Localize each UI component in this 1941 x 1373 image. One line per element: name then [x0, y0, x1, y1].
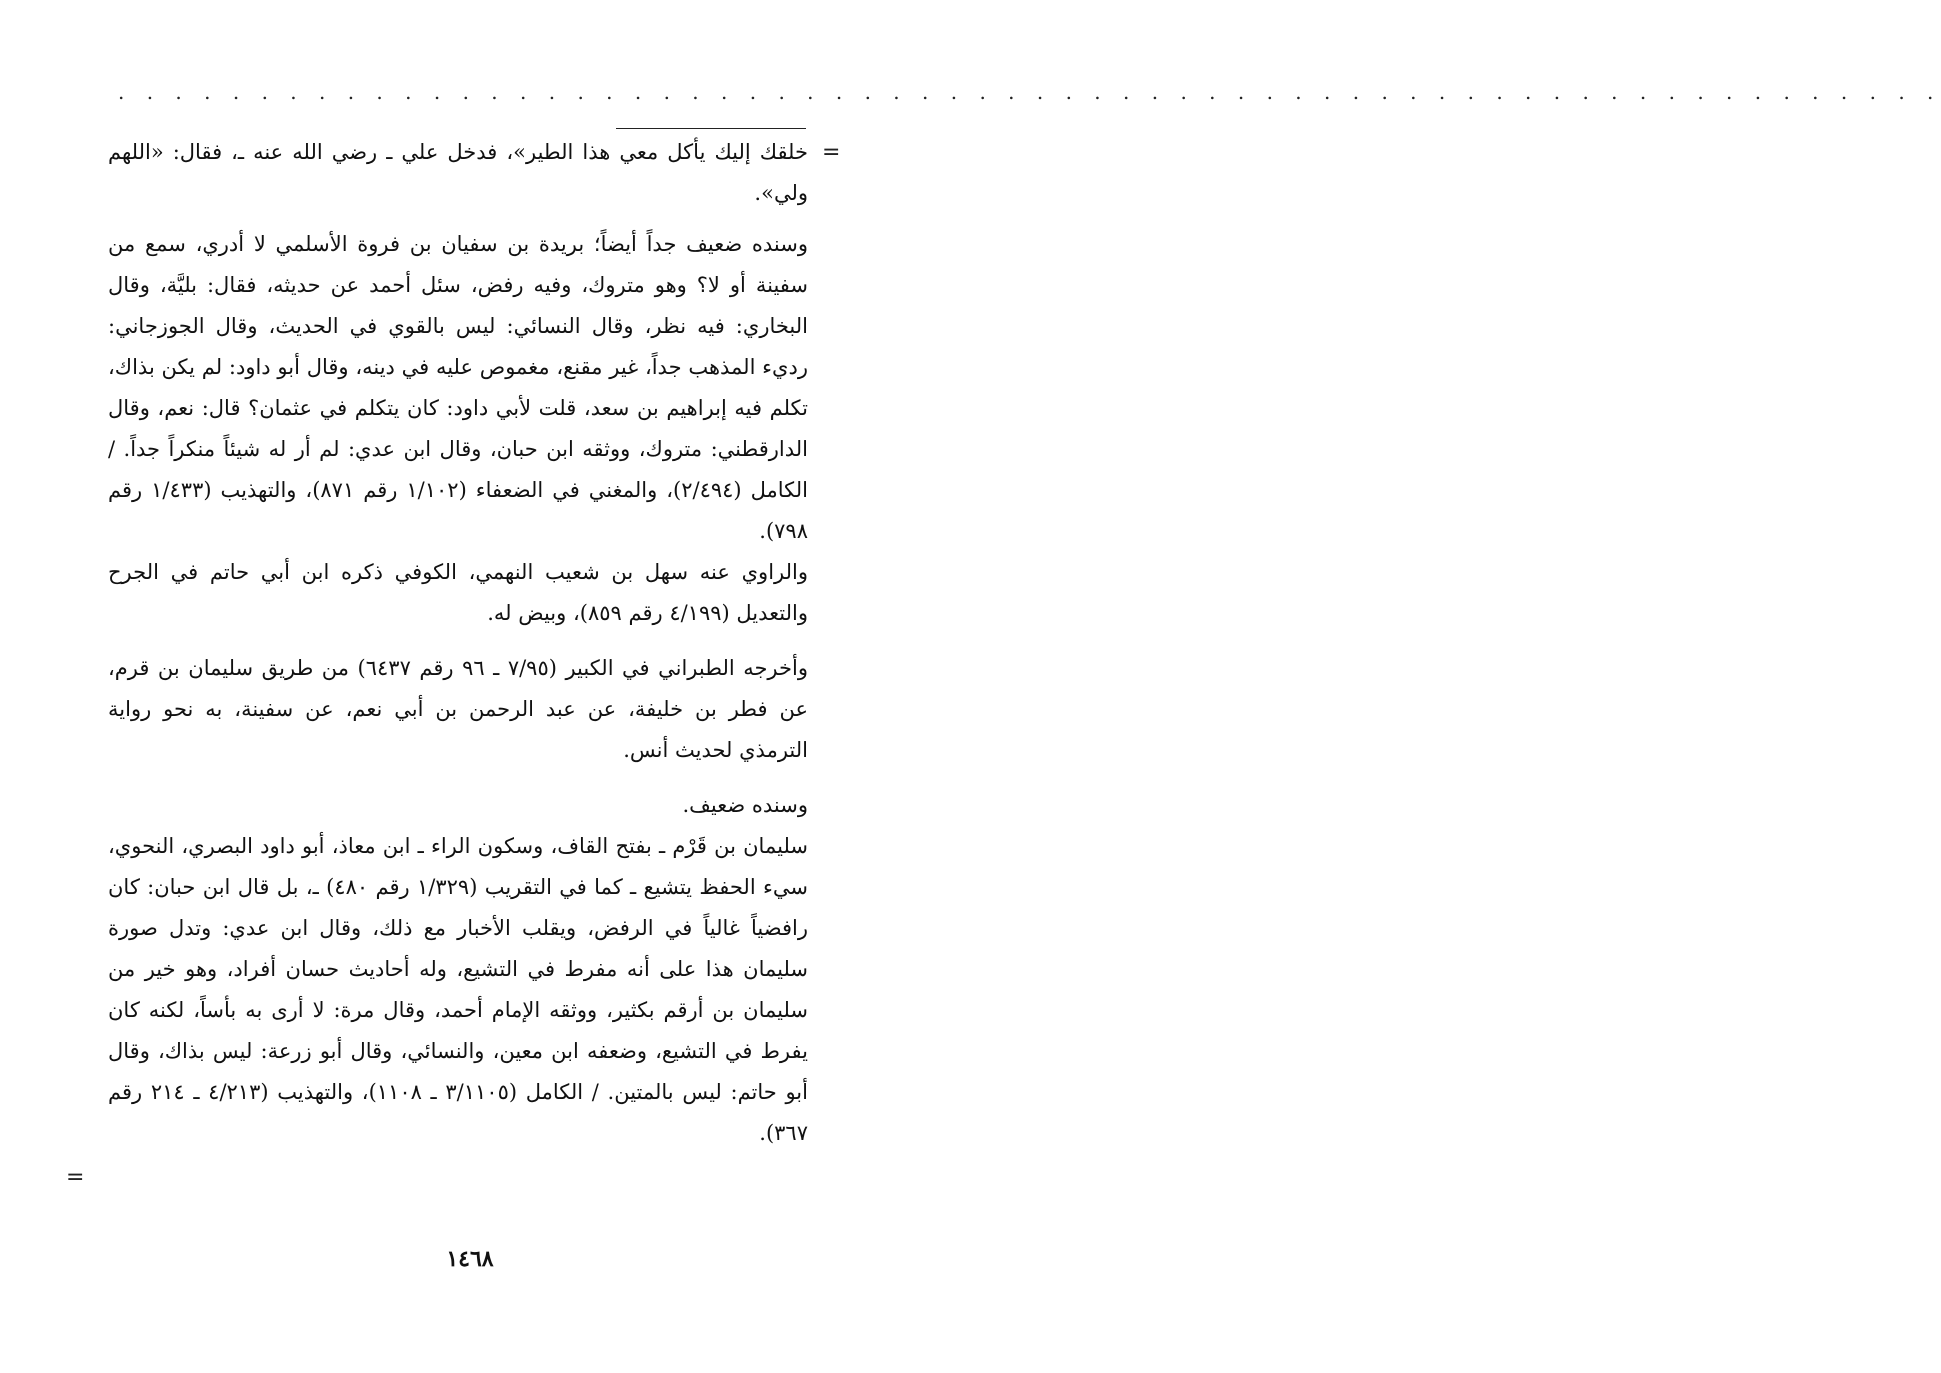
- footnote-text: [108, 132, 808, 1154]
- paragraph: وسنده ضعيف جداً أيضاً؛ بريدة بن سفيان بن فروة الأسلمي لا أدري، سمع من سفينة أو لا؟ وهو متروك، وفيه رفض، سئل أحمد عن حديثه، فقال: بليَّة، وقال البخاري: فيه نظر، وقال النسائي: ليس بالقوي في الحديث، وقال الجوزجاني: رديء المذهب جداً، غير مقنع، مغموص عليه في دينه، وقال أبو داود: لم يكن بذاك، تكلم فيه إبراهيم بن سعد، قلت لأبي داود: كان يتكلم في عثمان؟ قال: نعم، وقال الدارقطني: متروك، ووثقه ابن حبان، وقال ابن عدي: لم أر له شيئاً منكراً جداً. / الكامل (٢/٤٩٤)، والمغني في الضعفاء (١/١٠٢ رقم ٨٧١)، والتهذيب (١/٤٣٣ رقم ٧٩٨).: [108, 232, 808, 543]
- paragraph: سليمان بن قَرْم ـ بفتح القاف، وسكون الراء ـ ابن معاذ، أبو داود البصري، النحوي، سيء الحفظ يتشيع ـ كما في التقريب (١/٣٢٩ رقم ٤٨٠) ـ، بل قال ابن حبان: كان رافضياً غالياً في الرفض، ويقلب الأخبار مع ذلك، وقال ابن عدي: وتدل صورة سليمان هذا على أنه مفرط في التشيع، وله أحاديث حسان أفراد، وهو خير من سليمان بن أرقم بكثير، ووثقه الإمام أحمد، وقال مرة: لا أرى به بأساً، لكنه كان يفرط في التشيع، وضعفه ابن معين، والنسائي، وقال أبو زرعة: ليس بذاك، وقال أبو حاتم: ليس بالمتين. / الكامل (٣/١١٠٥ ـ ١١٠٨)، والتهذيب (٤/٢١٣ ـ ٢١٤ رقم ٣٦٧).: [108, 834, 808, 1145]
- paragraph: والراوي عنه سهل بن شعيب النهمي، الكوفي ذكره ابن أبي حاتم في الجرح والتعديل (٤/١٩٩ رقم ٨٥٩)، وبيض له.: [108, 560, 808, 625]
- paragraph: خلقك إليك يأكل معي هذا الطير»، فدخل علي ـ رضي الله عنه ـ، فقال: «اللهم ولي».: [108, 140, 808, 205]
- continuation-mark-top: =: [822, 140, 841, 165]
- page-number: ١٤٦٨: [446, 1246, 494, 1272]
- paragraph: وأخرجه الطبراني في الكبير (٧/٩٥ ـ ٩٦ رقم ٦٤٣٧) من طريق سليمان بن قرم، عن فطر بن خليفة، عن عبد الرحمن بن أبي نعم، عن سفينة، به نحو رواية الترمذي لحديث أنس.: [108, 656, 808, 762]
- continuation-mark-bottom: =: [66, 1165, 85, 1190]
- dotted-separator: . . . . . . . . . . . . . . . . . . . . . . . . . . . . . . . . . . . . . . . . . . . . . . . . . . . . . . . . . . . . . . . .: [118, 80, 1941, 104]
- footnote-rule: [616, 128, 806, 129]
- paragraph: وسنده ضعيف.: [682, 793, 808, 817]
